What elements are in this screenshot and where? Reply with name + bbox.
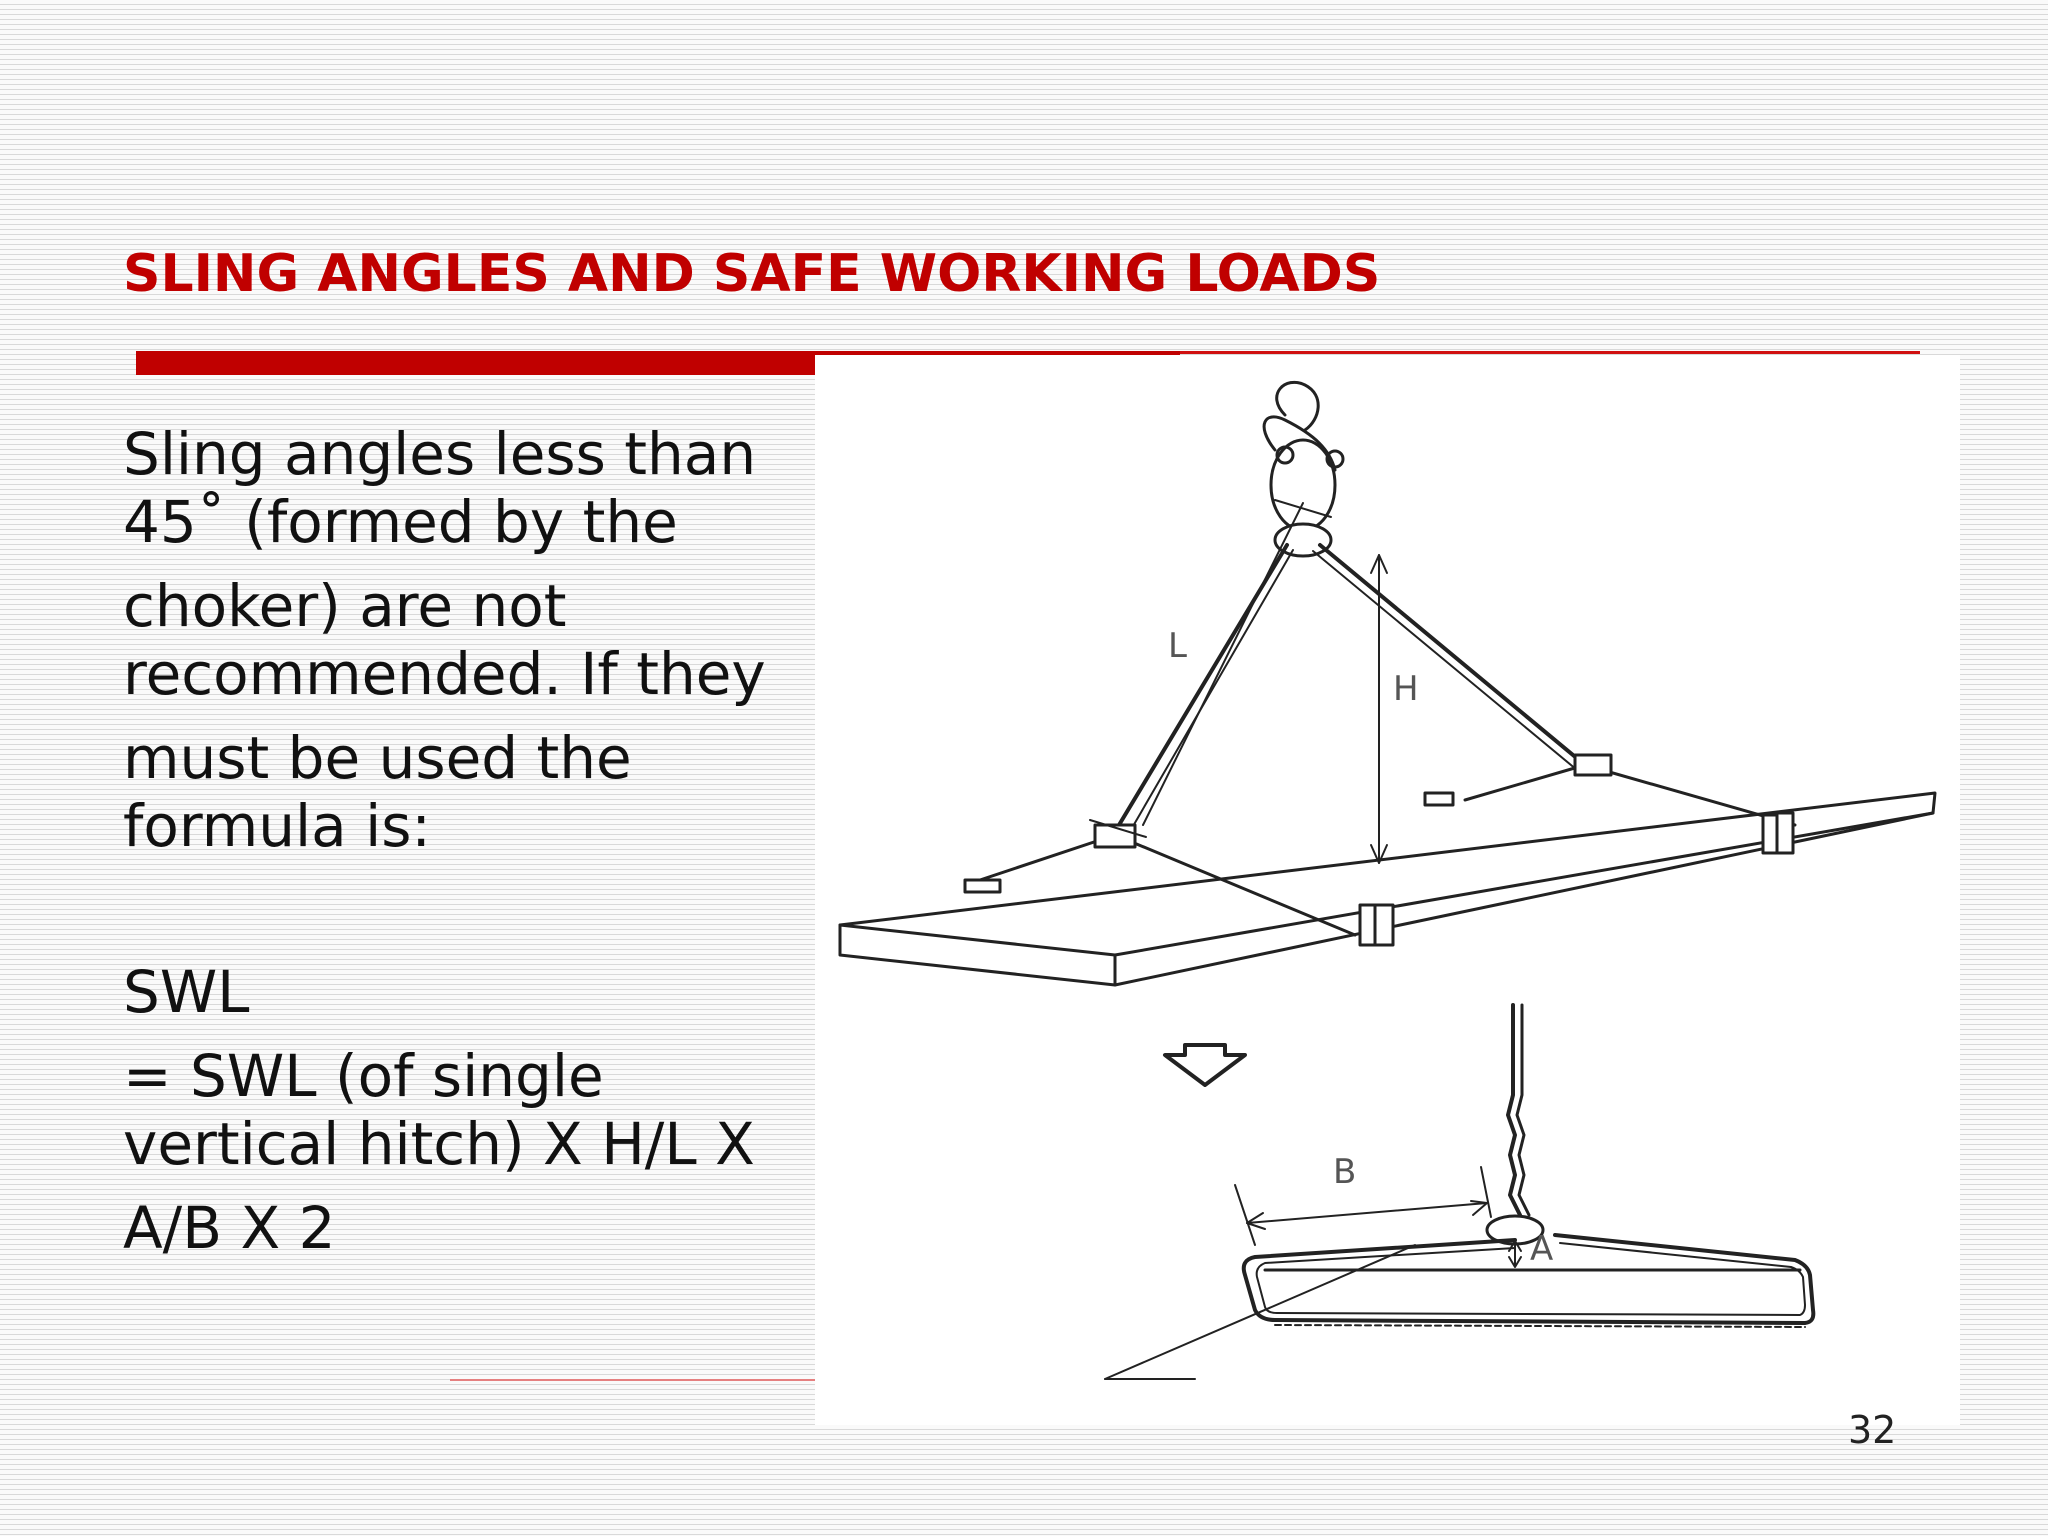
body-paragraph-1: Sling angles less than 45˚ (formed by the: [123, 420, 757, 556]
formula-label: SWL: [123, 958, 250, 1026]
label-A: A: [1530, 1229, 1554, 1269]
label-B: B: [1333, 1152, 1357, 1192]
down-arrow-icon: [1165, 1045, 1245, 1085]
label-H: H: [1393, 669, 1419, 709]
page-number: 32: [1848, 1408, 1897, 1452]
plank-illustration: [840, 382, 1935, 985]
decorative-line: [450, 1379, 820, 1381]
hook-icon: [1264, 382, 1343, 556]
body-paragraph-3: must be used the formula is:: [123, 724, 632, 860]
formula-line-2: A/B X 2: [123, 1194, 336, 1262]
slide-title: SLING ANGLES AND SAFE WORKING LOADS: [123, 244, 1381, 304]
label-L: L: [1168, 626, 1187, 666]
formula-line-1: = SWL (of single vertical hitch) X H/L X: [123, 1042, 755, 1178]
slide-body: [123, 420, 813, 1278]
body-paragraph-2: choker) are not recommended. If they: [123, 572, 766, 708]
title-underline-thin: [1180, 351, 1920, 354]
sling-diagram: [815, 355, 1960, 1425]
